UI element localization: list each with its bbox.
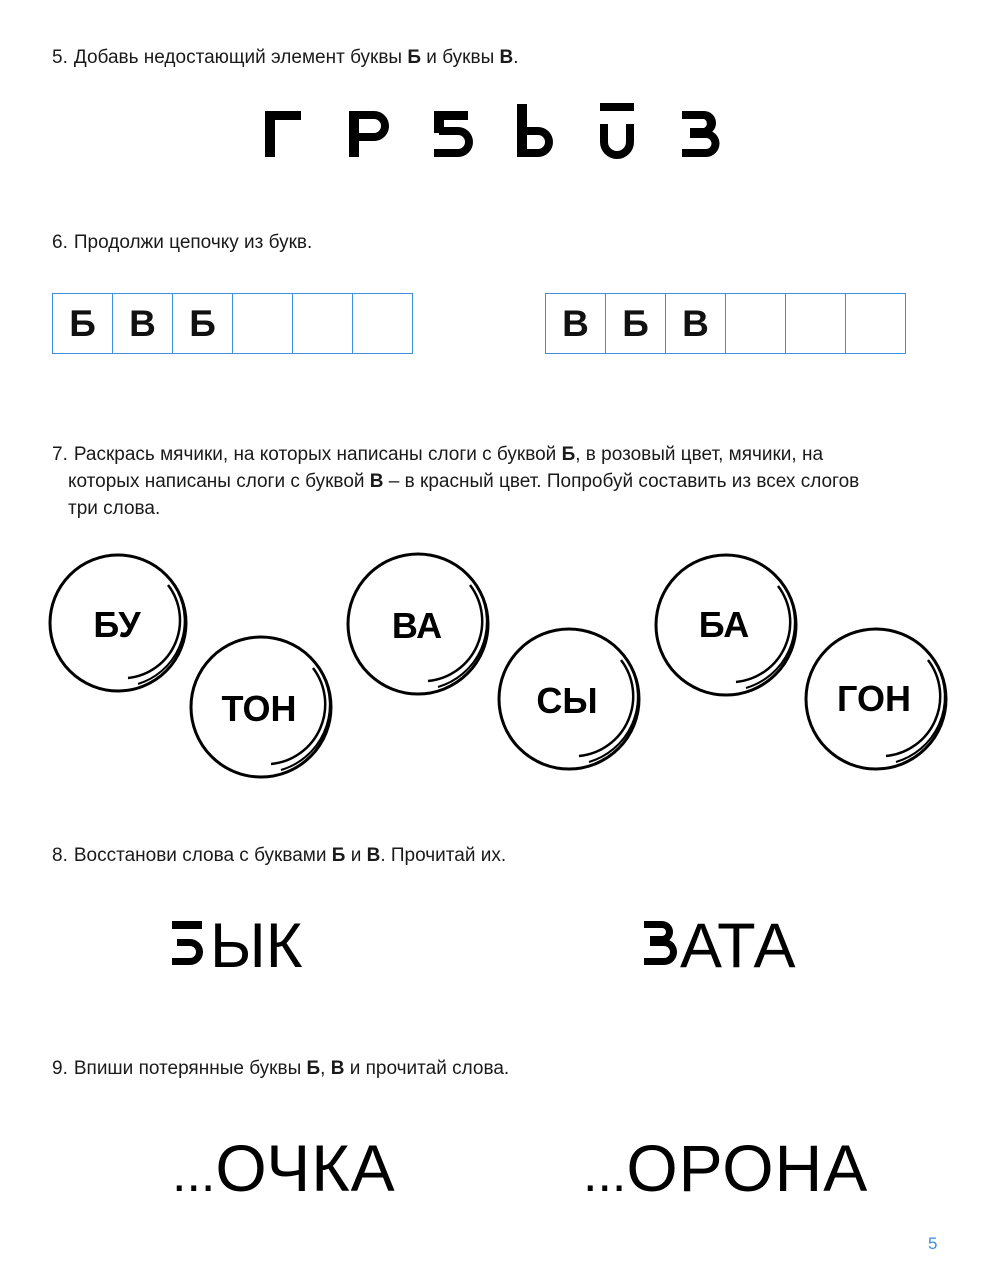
word-rest: АТА (680, 915, 796, 975)
word-rest: ЫК (210, 915, 303, 975)
chain-cell-empty[interactable] (293, 294, 353, 353)
chain-cell: В (113, 294, 173, 353)
page-number: 5 (928, 1234, 938, 1253)
letter-chain-1 (52, 293, 413, 354)
partial-letter-glyphs (262, 100, 732, 170)
task-number: 5. (52, 47, 68, 68)
chain-cell-empty[interactable] (846, 294, 905, 353)
partial-glyph-5 (600, 103, 634, 159)
chain-cell: Б (173, 294, 233, 353)
word-text: ОЧКА (215, 1131, 396, 1205)
syllable-text: БА (698, 604, 750, 645)
task-5-instruction: 5. Добавь недостающий элемент буквы Б и буквы В. (52, 47, 519, 68)
syllable-text: СЫ (536, 680, 598, 721)
chain-cell-empty[interactable] (353, 294, 412, 353)
syllable-ball[interactable] (348, 554, 488, 694)
chain-cell: Б (606, 294, 666, 353)
chain-cell: В (666, 294, 726, 353)
task-8-instruction: 8. Восстанови слова с буквами Б и В. Прочитай их. (52, 845, 507, 866)
chain-cell-empty[interactable] (233, 294, 293, 353)
syllable-text: ТОН (221, 688, 297, 729)
syllable-text: БУ (93, 604, 141, 645)
blank-dots[interactable]: ... (172, 1145, 216, 1203)
broken-word-2 (640, 915, 820, 975)
syllable-text: ВА (391, 605, 443, 646)
word-text: ОРОНА (626, 1131, 869, 1205)
partial-glyph-6 (682, 111, 720, 157)
partial-glyph-4 (517, 104, 553, 157)
partial-letter-b (172, 921, 203, 965)
partial-glyph-2 (349, 111, 389, 157)
partial-letters-svg (262, 100, 732, 170)
chain-cell-empty[interactable] (786, 294, 846, 353)
broken-word-1 (170, 915, 340, 975)
syllable-ball[interactable] (656, 555, 796, 695)
syllable-ball[interactable] (50, 555, 186, 691)
chain-cell: В (546, 294, 606, 353)
syllable-ball[interactable] (191, 637, 331, 777)
missing-letter-word-2[interactable] (583, 1130, 868, 1206)
task-9-instruction: 9. Впиши потерянные буквы Б, В и прочитай слова. (52, 1058, 510, 1079)
blank-dots[interactable]: ... (583, 1145, 627, 1203)
missing-letter-word-1[interactable] (172, 1130, 396, 1206)
partial-letter-v (644, 921, 677, 965)
letter-chain-2 (545, 293, 906, 354)
chain-cell-empty[interactable] (726, 294, 786, 353)
syllable-ball[interactable] (499, 629, 639, 769)
syllable-text: ГОН (837, 678, 911, 719)
task-7-instruction: 7. Раскрась мячики, на которых написаны слоги с буквой Б, в розовый цвет, мячики, на которых написаны слоги с буквой В – в красный цвет. Попробуй составить из всех слогов три слова. (52, 444, 860, 519)
partial-glyph-3 (434, 111, 473, 157)
syllable-ball[interactable] (806, 629, 946, 769)
chain-cell: Б (53, 294, 113, 353)
partial-glyph-1 (265, 111, 301, 157)
task-6-instruction: 6. Продолжи цепочку из букв. (52, 232, 313, 253)
